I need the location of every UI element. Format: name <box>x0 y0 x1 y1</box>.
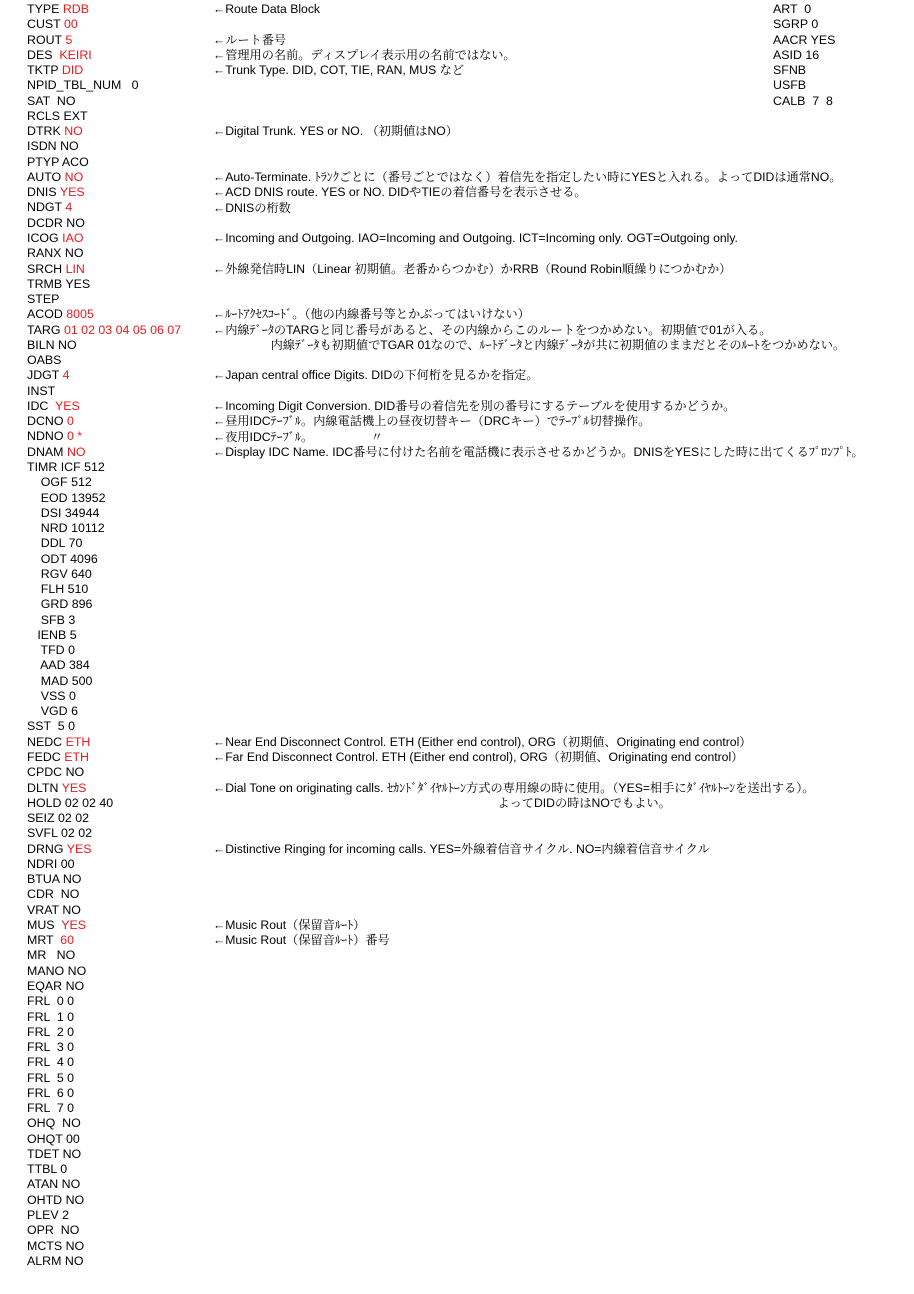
param-key: MUS <box>27 917 55 932</box>
param-key: FRL <box>27 1055 50 1070</box>
param-key: OABS <box>27 353 62 368</box>
param-row <box>27 307 181 322</box>
param-key: TDET <box>27 1146 60 1161</box>
annotation-note: ←Japan central office Digits. DIDの下何桁を見るかを指定。 <box>213 368 539 383</box>
param-row <box>27 857 181 872</box>
param-value: NO <box>66 444 86 459</box>
param-key: ALRM <box>27 1253 62 1268</box>
param-row <box>27 811 181 826</box>
param-key: STEP <box>27 292 60 307</box>
param-key: BILN <box>27 337 55 352</box>
param-key: FRL <box>27 1040 50 1055</box>
param-row <box>27 460 181 475</box>
param-value: 5 <box>69 627 77 642</box>
param-key: TKTP <box>27 63 59 78</box>
param-row <box>27 1025 181 1040</box>
route-params-column <box>27 2 181 1269</box>
param-value: 5 <box>65 32 73 47</box>
side-param: SGRP 0 <box>773 17 819 32</box>
param-key: SFB <box>27 612 65 627</box>
param-key: SVFL <box>27 826 58 841</box>
param-row <box>27 1147 181 1162</box>
param-key: FLH <box>27 582 65 597</box>
param-key: NDGT <box>27 200 62 215</box>
param-value: YES <box>66 841 92 856</box>
param-row <box>27 48 181 63</box>
param-row <box>27 1223 181 1238</box>
param-row <box>27 842 181 857</box>
param-row <box>27 887 181 902</box>
param-row <box>27 674 181 689</box>
param-value: 510 <box>67 582 89 597</box>
param-key: NDRI <box>27 856 58 871</box>
param-value: NO <box>65 1192 85 1207</box>
param-key: NRD <box>27 521 68 536</box>
param-value: 13952 <box>71 490 106 505</box>
param-key: NEDC <box>27 734 63 749</box>
param-value: 3 0 <box>53 1040 75 1055</box>
param-row <box>27 323 181 338</box>
param-row <box>27 567 181 582</box>
param-row <box>27 139 181 154</box>
param-row <box>27 414 181 429</box>
param-value: NO <box>66 215 85 230</box>
param-row <box>27 353 181 368</box>
annotation-note: ←Incoming Digit Conversion. DID番号の着信先を別の番号にするテーブルを使用するかどうか。 <box>213 399 736 414</box>
param-value: DID <box>61 63 84 78</box>
param-row <box>27 155 181 170</box>
param-key: EOD <box>27 490 68 505</box>
param-key: OHQT <box>27 1131 63 1146</box>
param-key: FRL <box>27 1024 50 1039</box>
param-value: IAO <box>62 230 84 245</box>
side-param: ART 0 <box>773 2 812 16</box>
param-value: NO <box>58 1116 81 1131</box>
param-row <box>27 597 181 612</box>
param-row <box>27 1239 181 1254</box>
param-key: MR <box>27 948 47 963</box>
annotation-note: ←Digital Trunk. YES or NO. （初期値はNO） <box>213 124 458 139</box>
param-value: NO <box>62 1146 82 1161</box>
param-value: 512 <box>71 475 92 490</box>
annotation-note: ←Incoming and Outgoing. IAO=Incoming and Outgoing. ICT=Incoming only. OGT=Outgoing only. <box>213 231 738 246</box>
param-key: NPID_TBL_NUM <box>27 78 122 93</box>
param-row <box>27 2 181 17</box>
param-row <box>27 781 181 796</box>
param-value: 1 0 <box>53 1009 75 1024</box>
param-value: 00 <box>66 1131 80 1146</box>
param-row <box>27 185 181 200</box>
param-key: FRL <box>27 1009 50 1024</box>
param-value: NO <box>57 1223 80 1238</box>
param-key: DDL <box>27 536 66 551</box>
annotation-note: ←Near End Disconnect Control. ETH (Either end control), ORG（初期値、Originating end control） <box>213 734 752 749</box>
param-value: 6 <box>71 704 78 719</box>
param-value: 4 0 <box>53 1055 75 1070</box>
param-key: EQAR <box>27 979 63 993</box>
param-row <box>27 1010 181 1025</box>
annotation-note: ←Route Data Block <box>213 2 321 16</box>
param-key: TTBL <box>27 1162 57 1177</box>
param-value: NO <box>64 169 84 184</box>
annotation-note: ←Dial Tone on originating calls. ｾｶﾝﾄﾞﾀﾞｲﾔﾙﾄｰﾝ方式の専用線の時に使用。（YES=相手にﾀﾞｲﾔﾙﾄｰﾝを送出する）。 <box>213 780 815 795</box>
param-value: 640 <box>71 566 92 581</box>
side-param: USFB <box>773 78 807 93</box>
param-row <box>27 750 181 765</box>
param-value: 4 <box>62 368 70 383</box>
param-value: NO <box>61 1177 81 1192</box>
param-key: DLTN <box>27 780 59 795</box>
param-row <box>27 826 181 841</box>
param-key: TIMR <box>27 459 58 474</box>
param-value: 384 <box>69 658 90 673</box>
param-row <box>27 1132 181 1147</box>
param-row <box>27 552 181 567</box>
param-value: YES <box>61 780 87 795</box>
param-key: SAT <box>27 93 50 108</box>
param-key: OHTD <box>27 1192 63 1207</box>
param-value: YES <box>51 398 80 413</box>
param-value: NO <box>58 337 77 352</box>
annotation-note: ←夜用IDCﾃｰﾌﾞﾙ。 〃 <box>213 429 383 444</box>
param-value: NO <box>64 246 84 261</box>
param-key: NDNO <box>27 429 64 444</box>
param-value: 4096 <box>70 551 98 566</box>
param-value: NO <box>67 963 87 978</box>
param-value: NO <box>64 124 83 139</box>
param-key: TFD <box>27 643 65 658</box>
param-value: NO <box>57 887 80 902</box>
param-row <box>27 704 181 719</box>
annotation-note: ←DNISの桁数 <box>213 200 291 215</box>
annotation-note: ←ルート番号 <box>213 32 287 47</box>
param-value: 500 <box>71 673 93 688</box>
param-row <box>27 689 181 704</box>
annotation-note: ←Music Rout（保留音ﾙｰﾄ）番号 <box>213 933 390 948</box>
param-value: 02 02 40 <box>64 795 114 810</box>
param-value: YES <box>58 917 87 932</box>
param-key: HOLD <box>27 795 62 810</box>
param-value: NO <box>53 93 76 108</box>
param-value: NO <box>65 1238 85 1253</box>
param-key: INST <box>27 383 55 398</box>
param-key: CUST <box>27 17 61 32</box>
param-value: 3 <box>68 612 76 627</box>
param-row <box>27 368 181 383</box>
param-row <box>27 1055 181 1070</box>
side-param: SFNB <box>773 63 807 78</box>
param-row <box>27 1254 181 1269</box>
param-row <box>27 582 181 597</box>
param-value: 0 <box>68 643 75 658</box>
param-row <box>27 613 181 628</box>
param-row <box>27 933 181 948</box>
param-value: NO <box>62 902 81 917</box>
param-row <box>27 643 181 658</box>
param-value: NO <box>64 1253 84 1268</box>
param-value: ICF 512 <box>60 459 105 474</box>
param-key: PLEV <box>27 1207 59 1222</box>
param-key: DTRK <box>27 124 61 139</box>
param-value: 2 0 <box>53 1024 75 1039</box>
param-key: DCNO <box>27 414 64 429</box>
param-value: 60 <box>56 933 75 948</box>
param-key: DCDR <box>27 215 63 230</box>
param-value: NO <box>65 765 85 780</box>
param-key: OHQ <box>27 1116 56 1131</box>
param-value: 02 02 <box>60 826 92 841</box>
param-row <box>27 1071 181 1086</box>
param-value: 6 0 <box>53 1085 75 1100</box>
param-row <box>27 491 181 506</box>
param-row <box>27 17 181 32</box>
param-row <box>27 628 181 643</box>
side-param: ASID 16 <box>773 47 820 62</box>
param-row <box>27 384 181 399</box>
param-key: DNIS <box>27 185 57 200</box>
param-key: RCLS <box>27 108 61 123</box>
param-value: 896 <box>71 597 93 612</box>
param-key: DRNG <box>27 841 64 856</box>
param-value: 10112 <box>71 521 105 536</box>
param-row <box>27 124 181 139</box>
param-key: TARG <box>27 322 61 337</box>
param-row <box>27 246 181 261</box>
annotation-note: ←昼用IDCﾃｰﾌﾞﾙ。内線電話機上の昼夜切替キー（DRCキー）でﾃｰﾌﾞﾙ切替操作。 <box>213 414 651 429</box>
param-value: NO <box>49 948 76 963</box>
param-key: ACOD <box>27 307 63 322</box>
param-row <box>27 277 181 292</box>
param-key: RGV <box>27 566 68 581</box>
param-value: 8005 <box>66 307 94 322</box>
param-key: MCTS <box>27 1238 63 1253</box>
param-key: GRD <box>27 597 69 612</box>
annotation-note: ←Trunk Type. DID, COT, TIE, RAN, MUS など <box>213 63 465 78</box>
annotation-note: よってDIDの時はNOでもよい。 <box>213 796 671 811</box>
param-row <box>27 1208 181 1223</box>
param-key: AUTO <box>27 169 62 184</box>
param-row <box>27 63 181 78</box>
param-key: OGF <box>27 475 68 490</box>
param-row <box>27 216 181 231</box>
param-value: 4 <box>65 200 73 215</box>
param-key: TYPE <box>27 2 60 16</box>
side-param: AACR YES <box>773 32 836 47</box>
param-value: EXT <box>63 108 88 123</box>
param-row <box>27 475 181 490</box>
param-key: DES <box>27 47 53 62</box>
param-row <box>27 796 181 811</box>
param-row <box>27 521 181 536</box>
param-row <box>27 719 181 734</box>
param-key: ISDN <box>27 139 57 154</box>
param-key: RANX <box>27 246 62 261</box>
param-key: SEIZ <box>27 811 55 826</box>
param-value: ETH <box>65 734 91 749</box>
param-row <box>27 338 181 353</box>
annotation-note: 内線ﾃﾞｰﾀも初期値でTGAR 01なので、ﾙｰﾄﾃﾞｰﾀと内線ﾃﾞｰﾀが共に初期値のままだとそのﾙｰﾄをつかめない。 <box>213 337 846 352</box>
param-value: 7 0 <box>53 1101 75 1116</box>
param-row <box>27 964 181 979</box>
param-key: FRL <box>27 1085 50 1100</box>
param-value: ETH <box>64 750 89 765</box>
param-row <box>27 658 181 673</box>
param-key: IENB <box>27 627 67 642</box>
param-value: YES <box>65 276 91 291</box>
param-key: CPDC <box>27 765 63 780</box>
param-value: 0 <box>69 688 76 703</box>
param-value: 0 * <box>66 429 83 444</box>
param-value: 01 02 03 04 05 06 07 <box>63 322 182 337</box>
param-key: DNAM <box>27 444 64 459</box>
param-key: OPR <box>27 1223 54 1238</box>
param-value: 2 <box>62 1207 70 1222</box>
param-value: NO <box>60 139 79 154</box>
param-value: YES <box>59 185 85 200</box>
param-key: VRAT <box>27 902 59 917</box>
param-key: AAD <box>27 658 66 673</box>
param-key: VGD <box>27 704 68 719</box>
param-row <box>27 262 181 277</box>
param-value: 00 <box>63 17 78 32</box>
param-row <box>27 445 181 460</box>
param-value: 0 <box>124 78 139 93</box>
param-row <box>27 872 181 887</box>
param-value: 0 <box>66 414 74 429</box>
param-row <box>27 948 181 963</box>
param-key: SRCH <box>27 261 63 276</box>
param-row <box>27 1193 181 1208</box>
param-value: 5 0 <box>53 1070 75 1085</box>
param-key: FRL <box>27 1101 50 1116</box>
param-key: JDGT <box>27 368 60 383</box>
param-row <box>27 979 181 994</box>
annotation-note: ←外線発信時LIN（Linear 初期値。老番からつかむ）かRRB（Round Robin順繰りにつかむか） <box>213 261 732 276</box>
param-row <box>27 918 181 933</box>
param-row <box>27 170 181 185</box>
param-value: 70 <box>68 536 83 551</box>
param-value: 02 02 <box>58 811 90 826</box>
param-row <box>27 994 181 1009</box>
param-key: FRL <box>27 1070 50 1085</box>
param-value: NO <box>65 979 85 993</box>
param-key: ODT <box>27 551 67 566</box>
param-value: 0 0 <box>53 994 75 1009</box>
param-row <box>27 399 181 414</box>
param-key: VSS <box>27 688 66 703</box>
param-row <box>27 1162 181 1177</box>
param-key: PTYP <box>27 154 60 169</box>
param-key: CDR <box>27 887 54 902</box>
annotation-note: ←Display IDC Name. IDC番号に付けた名前を電話機に表示させるかどうか。DNISをYESにした時に出てくるﾌﾟﾛﾝﾌﾟﾄ。 <box>213 444 864 459</box>
param-row <box>27 109 181 124</box>
param-key: IDC <box>27 398 49 413</box>
param-row <box>27 1086 181 1101</box>
param-key: FRL <box>27 994 50 1009</box>
annotation-note: ←Auto-Terminate. ﾄﾗﾝｸごとに（番号ごとではなく）着信先を指定したい時にYESと入れる。よってDIDは通常NO。 <box>213 169 842 184</box>
param-key: ICOG <box>27 230 59 245</box>
param-key: MAD <box>27 673 69 688</box>
param-row <box>27 765 181 780</box>
param-row <box>27 1177 181 1192</box>
param-key: MRT <box>27 933 54 948</box>
param-key: ATAN <box>27 1177 59 1192</box>
param-key: TRMB <box>27 276 63 291</box>
param-value: 5 0 <box>54 719 75 734</box>
param-row <box>27 1101 181 1116</box>
param-value: 0 <box>60 1162 68 1177</box>
annotation-note: ←管理用の名前。ディスプレイ表示用の名前ではない。 <box>213 47 516 62</box>
param-row <box>27 33 181 48</box>
param-value: KEIRI <box>55 47 92 62</box>
param-key: BTUA <box>27 872 60 887</box>
param-row <box>27 506 181 521</box>
param-value: 34944 <box>64 505 100 520</box>
param-value: NO <box>62 872 82 887</box>
param-value: LIN <box>65 261 85 276</box>
param-row <box>27 1040 181 1055</box>
param-key: DSI <box>27 505 62 520</box>
param-row <box>27 231 181 246</box>
annotation-note: ←Far End Disconnect Control. ETH (Either end control), ORG（初期値、Originating end control） <box>213 750 744 765</box>
param-row <box>27 200 181 215</box>
param-row <box>27 292 181 307</box>
param-value: ACO <box>61 154 89 169</box>
side-param: CALB 7 8 <box>773 93 833 108</box>
param-value: 00 <box>60 856 75 871</box>
annotation-note: ←ACD DNIS route. YES or NO. DIDやTIEの着信番号を表示させる。 <box>213 185 587 200</box>
param-key: MANO <box>27 963 65 978</box>
param-key: ROUT <box>27 32 62 47</box>
side-params-column <box>773 2 835 109</box>
param-key: FEDC <box>27 750 61 765</box>
param-row <box>27 536 181 551</box>
param-value: RDB <box>62 2 89 16</box>
annotation-note: ←ﾙｰﾄｱｸｾｽｺｰﾄﾞ。（他の内線番号等とかぶってはいけない） <box>213 307 530 322</box>
param-row <box>27 94 181 109</box>
param-row <box>27 735 181 750</box>
param-row <box>27 429 181 444</box>
param-row <box>27 1116 181 1131</box>
annotation-note: ←Distinctive Ringing for incoming calls. YES=外線着信音サイクル. NO=内線着信音サイクル <box>213 841 710 856</box>
annotation-note: ←内線ﾃﾞｰﾀのTARGと同じ番号があると、その内線からこのルートをつかめない。初期値で01が入る。 <box>213 322 772 337</box>
param-row <box>27 78 181 93</box>
param-key: SST <box>27 719 51 734</box>
param-row <box>27 903 181 918</box>
annotation-note: ←Music Rout（保留音ﾙｰﾄ） <box>213 918 366 933</box>
